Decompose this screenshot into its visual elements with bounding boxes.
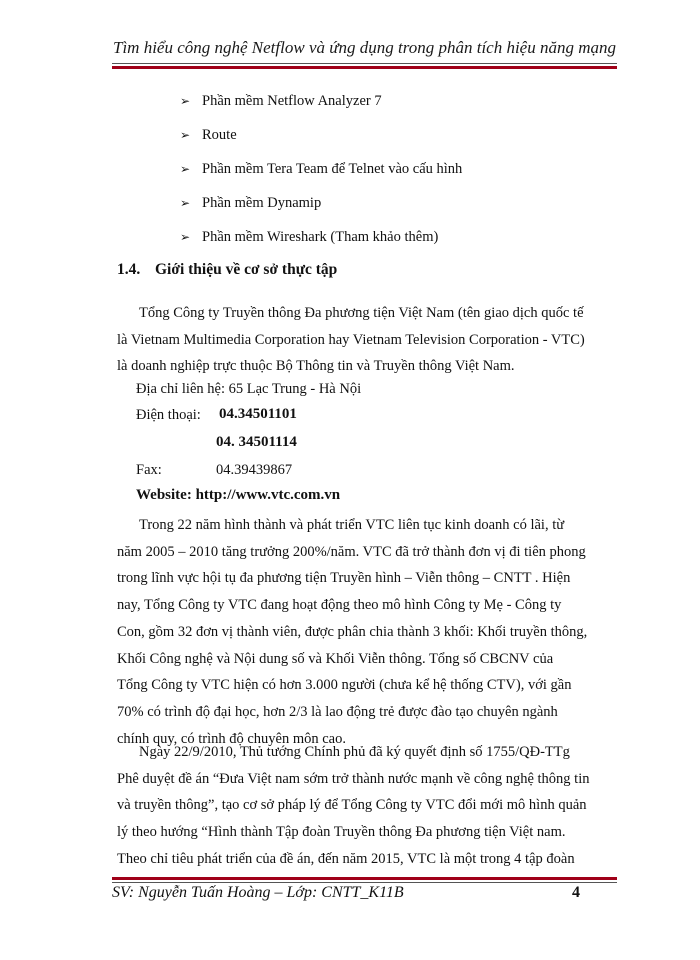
contact-website: Website: http://www.vtc.com.vn [136, 487, 341, 503]
tool-list [180, 84, 462, 254]
list-item [180, 118, 462, 152]
paragraph-line: Trong 22 năm hình thành và phát triển VTC liên tục kinh doanh có lãi, từ [139, 517, 565, 533]
footer-author: SV: Nguyễn Tuấn Hoàng – Lớp: CNTT_K11B [112, 884, 404, 901]
intro-paragraph [117, 300, 617, 380]
arrowhead-bullet-icon: ➢ [180, 161, 191, 176]
contact-fax: 04.39439867 [216, 462, 293, 478]
section-number: 1.4. [117, 261, 141, 278]
paragraph-line: lý theo hướng “Hình thành Tập đoàn Truyền thông Đa phương tiện Việt nam. [117, 824, 566, 841]
contact-phone-1: 04.34501101 [219, 406, 297, 422]
contact-phone-label: Điện thoại: [136, 407, 201, 423]
paragraph-line: chính quy, có trình độ chuyên môn cao. [117, 730, 346, 747]
footer-rule-thin [112, 882, 617, 883]
list-item [180, 84, 462, 118]
list-item-label: Phần mềm Netflow Analyzer 7 [202, 92, 382, 109]
section-title: Giới thiệu về cơ sở thực tập [155, 261, 338, 278]
contact-phone-2: 04. 34501114 [216, 434, 297, 450]
paragraph-line: Con, gồm 32 đơn vị thành viên, được phân chia thành 3 khối: Khối truyền thông, [117, 623, 588, 640]
arrowhead-bullet-icon: ➢ [180, 93, 191, 108]
list-item-label: Route [202, 126, 237, 143]
paragraph-line: Tổng Công ty VTC hiện có hơn 3.000 người (chưa kể hệ thống CTV), với gần [117, 677, 572, 694]
header-rule-thick [112, 66, 617, 69]
page-number: 4 [572, 884, 580, 901]
running-header: Tìm hiểu công nghệ Netflow và ứng dụng trong phân tích hiệu năng mạng [112, 38, 617, 57]
contact-address: Địa chỉ liên hệ: 65 Lạc Trung - Hà Nội [136, 381, 362, 397]
header-rule-thin [112, 63, 617, 64]
list-item [180, 186, 462, 220]
contact-fax-label: Fax: [136, 462, 162, 478]
paragraph-line: Phê duyệt đề án “Đưa Việt nam sớm trở thành nước mạnh về công nghệ thông tin [117, 770, 590, 787]
paragraph-line: nay, Tổng Công ty VTC đang hoạt động theo mô hình Công ty Mẹ - Công ty [117, 597, 562, 614]
paragraph-line: và truyền thông”, tạo cơ sở pháp lý để Tổng Công ty VTC đổi mới mô hình quản [117, 797, 587, 814]
list-item [180, 152, 462, 186]
section-heading [117, 261, 337, 279]
paragraph-line: trong lĩnh vực hội tụ đa phương tiện Truyền hình – Viễn thông – CNTT . Hiện [117, 570, 571, 587]
paragraph-line: là doanh nghiệp trực thuộc Bộ Thông tin và Truyền thông Việt Nam. [117, 358, 515, 375]
paragraph-line: Tổng Công ty Truyền thông Đa phương tiện Việt Nam (tên giao dịch quốc tế [139, 305, 584, 321]
paragraph-line: Theo chỉ tiêu phát triển của đề án, đến năm 2015, VTC là một trong 4 tập đoàn [117, 850, 575, 867]
decision-paragraph [117, 739, 617, 873]
arrowhead-bullet-icon: ➢ [180, 195, 191, 210]
list-item-label: Phần mềm Wireshark (Tham khảo thêm) [202, 228, 439, 245]
paragraph-line: Khối Công nghệ và Nội dung số và Khối Viễn thông. Tổng số CBCNV của [117, 650, 554, 667]
paragraph-line: là Vietnam Multimedia Corporation hay Vietnam Television Corporation - VTC) [117, 331, 585, 348]
footer-rule-thick [112, 877, 617, 880]
list-item [180, 220, 462, 254]
history-paragraph [117, 512, 617, 752]
arrowhead-bullet-icon: ➢ [180, 229, 191, 244]
paragraph-line: Ngày 22/9/2010, Thủ tướng Chính phủ đã ký quyết định số 1755/QĐ-TTg [139, 744, 570, 760]
arrowhead-bullet-icon: ➢ [180, 127, 191, 142]
list-item-label: Phần mềm Dynamip [202, 194, 322, 211]
paragraph-line: năm 2005 – 2010 tăng trưởng 200%/năm. VTC đã trở thành đơn vị đi tiên phong [117, 543, 586, 560]
list-item-label: Phần mềm Tera Team để Telnet vào cấu hình [202, 160, 463, 177]
paragraph-line: 70% có trình độ đại học, hơn 2/3 là lao động trẻ được đào tạo chuyên ngành [117, 703, 558, 720]
